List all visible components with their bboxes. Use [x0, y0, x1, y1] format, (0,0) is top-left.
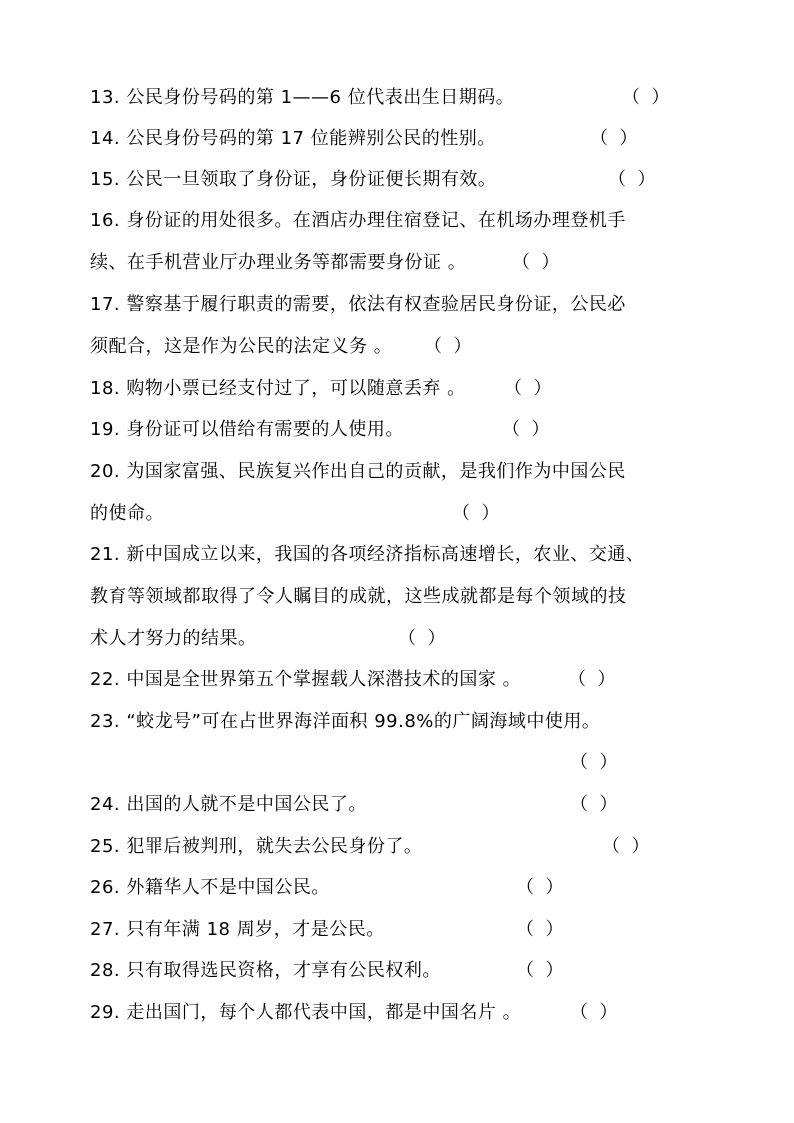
question-29-line-1: 29. 走出国门，每个人都代表中国，都是中国名片 。 [90, 1002, 522, 1023]
question-17-line-2: 须配合，这是作为公民的法定义务 。 [90, 336, 393, 357]
question-17-answer-bracket: （ ） [424, 336, 472, 357]
question-27-line-1: 27. 只有年满 18 周岁，才是公民。 [90, 919, 385, 940]
question-21-line-3: 术人才努力的结果。 [90, 628, 257, 649]
question-26-answer-bracket: （ ） [516, 877, 564, 898]
question-28-line-1: 28. 只有取得选民资格，才享有公民权利。 [90, 960, 441, 981]
question-23-line-1: 23. “蛟龙号”可在占世界海洋面积 99.8%的广阔海域中使用。 [90, 711, 601, 732]
question-20-line-1: 20. 为国家富强、民族复兴作出自己的贡献，是我们作为中国公民 [90, 461, 626, 482]
question-14-answer-bracket: （ ） [590, 128, 638, 149]
question-16-answer-bracket: （ ） [512, 252, 560, 273]
question-21-line-2: 教育等领域都取得了令人瞩目的成就，这些成就都是每个领域的技 [90, 586, 627, 607]
question-18-line-1: 18. 购物小票已经支付过了，可以随意丢弃 。 [90, 378, 466, 399]
question-22-answer-bracket: （ ） [568, 669, 616, 690]
question-13-line-1: 13. 公民身份号码的第 1——6 位代表出生日期码。 [90, 87, 515, 108]
question-28-answer-bracket: （ ） [516, 960, 564, 981]
question-19-line-1: 19. 身份证可以借给有需要的人使用。 [90, 419, 404, 440]
question-18-answer-bracket: （ ） [504, 378, 552, 399]
question-24-line-1: 24. 出国的人就不是中国公民了。 [90, 794, 367, 815]
question-22-line-1: 22. 中国是全世界第五个掌握载人深潜技术的国家 。 [90, 669, 522, 690]
question-24-answer-bracket: （ ） [570, 794, 618, 815]
question-23-answer-bracket: （ ） [570, 752, 618, 773]
question-13-answer-bracket: （ ） [622, 87, 670, 108]
question-25-answer-bracket: （ ） [602, 836, 650, 857]
question-16-line-1: 16. 身份证的用处很多。在酒店办理住宿登记、在机场办理登机手 [90, 210, 626, 231]
question-14-line-1: 14. 公民身份号码的第 17 位能辨别公民的性别。 [90, 128, 496, 149]
question-15-line-1: 15. 公民一旦领取了身份证，身份证便长期有效。 [90, 169, 497, 190]
question-20-line-2: 的使命。 [90, 503, 164, 524]
question-21-line-1: 21. 新中国成立以来，我国的各项经济指标高速增长，农业、交通、 [90, 544, 645, 565]
question-17-line-1: 17. 警察基于履行职责的需要，依法有权查验居民身份证，公民必 [90, 294, 626, 315]
question-19-answer-bracket: （ ） [502, 419, 550, 440]
question-27-answer-bracket: （ ） [516, 919, 564, 940]
question-20-answer-bracket: （ ） [452, 503, 500, 524]
question-25-line-1: 25. 犯罪后被判刑，就失去公民身份了。 [90, 836, 423, 857]
question-16-line-2: 续、在手机营业厅办理业务等都需要身份证 。 [90, 252, 467, 273]
question-26-line-1: 26. 外籍华人不是中国公民。 [90, 877, 330, 898]
question-21-answer-bracket: （ ） [398, 628, 446, 649]
question-29-answer-bracket: （ ） [570, 1002, 618, 1023]
question-15-answer-bracket: （ ） [608, 169, 656, 190]
